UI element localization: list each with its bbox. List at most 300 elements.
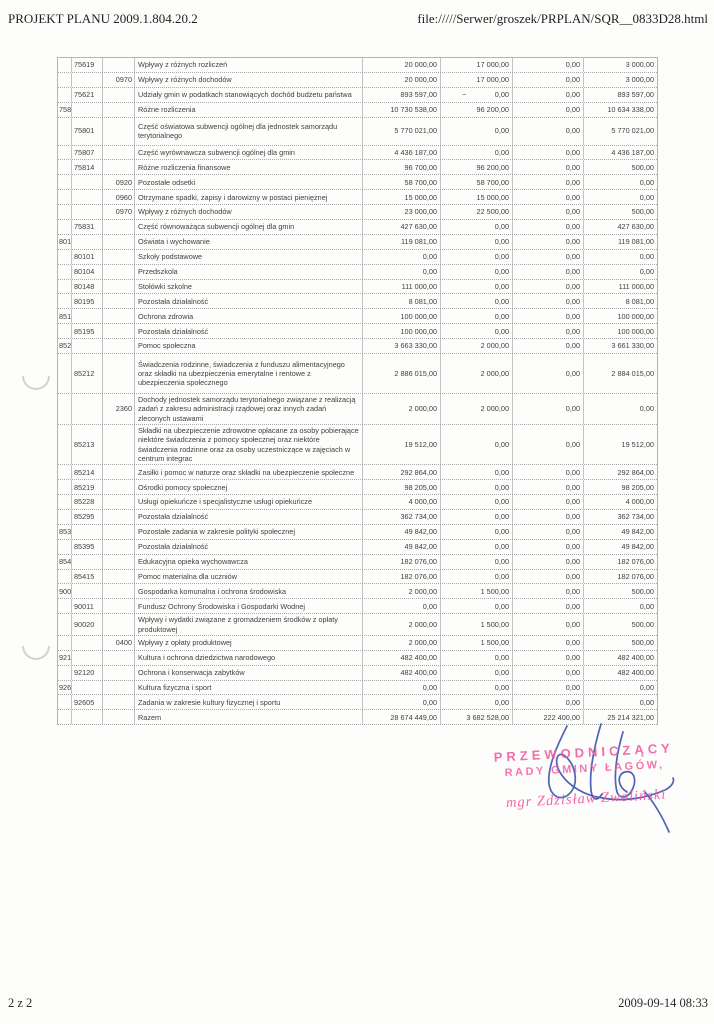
cell-dzial (58, 88, 72, 102)
cell-v2: 0,00 (441, 294, 513, 308)
cell-v2: 0,00 (441, 570, 513, 584)
cell-dzial: 926 (58, 681, 72, 695)
cell-v3: 0,00 (513, 190, 584, 204)
table-row (58, 190, 657, 205)
cell-rozdzial (72, 651, 103, 665)
cell-v2: 3 682 528,00 (441, 710, 513, 724)
cell-paragraf (103, 294, 135, 308)
cell-v2: 2 000,00 (441, 394, 513, 424)
cell-desc: Wpływy z opłaty produktowej (135, 636, 363, 650)
cell-desc: Wpływy z różnych dochodów (135, 73, 363, 87)
cell-v1: 4 000,00 (363, 495, 441, 509)
table-row (58, 570, 657, 585)
cell-dzial (58, 146, 72, 160)
cell-v2: 0,00 (441, 465, 513, 479)
table-row (58, 146, 657, 161)
cell-paragraf (103, 651, 135, 665)
cell-v4: 500,00 (631, 162, 654, 172)
cell-v3: 0,00 (513, 58, 584, 72)
cell-v2: 0,00 (441, 480, 513, 494)
cell-v4: 0,00 (639, 697, 654, 707)
cell-v4: 10 634 338,00 (607, 104, 654, 114)
cell-desc: Część oświatowa subwencji ogólnej dla jednostek samorządu terytorialnego (135, 118, 363, 145)
cell-desc: Ochrona i konserwacja zabytków (135, 666, 363, 680)
cell-dzial: 854 (58, 555, 72, 569)
cell-v4: 0,00 (639, 192, 654, 202)
cell-desc: Kultura i ochrona dziedzictwa narodowego (135, 651, 363, 665)
cell-v1: 96 700,00 (363, 160, 441, 174)
table-row (58, 220, 657, 235)
cell-v2: 22 500,00 (441, 205, 513, 219)
table-row (58, 280, 657, 295)
cell-desc: Otrzymane spadki, zapisy i darowizny w postaci pieniężnej (135, 190, 363, 204)
cell-rozdzial (72, 525, 103, 539)
cell-desc: Pozostałe zadania w zakresie polityki społecznej (135, 525, 363, 539)
cell-rozdzial (72, 584, 103, 598)
cell-v2: 17 000,00 (441, 58, 513, 72)
cell-v3: 0,00 (513, 160, 584, 174)
cell-paragraf (103, 710, 135, 724)
cell-v3: 0,00 (513, 651, 584, 665)
cell-paragraf (103, 103, 135, 117)
table-row (58, 666, 657, 681)
cell-v1: 58 700,00 (363, 175, 441, 189)
cell-rozdzial: 85213 (72, 425, 103, 464)
cell-dzial: 900 (58, 584, 72, 598)
cell-desc: Razem (135, 710, 363, 724)
cell-desc: Świadczenia rodzinne, świadczenia z funduszu alimentacyjnego oraz składki na ubezpieczenia emerytalne i rentowe z ubezpieczenia społecznego (135, 354, 363, 393)
cell-v2: 0,00 (441, 118, 513, 145)
cell-v4: 100 000,00 (617, 326, 654, 336)
cell-dzial: 801 (58, 235, 72, 249)
cell-v4: 292 864,00 (617, 467, 654, 477)
cell-dzial (58, 495, 72, 509)
cell-desc: Zasiłki i pomoc w naturze oraz składki na ubezpieczenie społeczne (135, 465, 363, 479)
cell-v4: 4 436 187,00 (611, 147, 654, 157)
cell-dzial: 851 (58, 309, 72, 323)
cell-dzial (58, 205, 72, 219)
cell-rozdzial (72, 205, 103, 219)
cell-rozdzial (72, 555, 103, 569)
table-row (58, 205, 657, 220)
cell-v3: 0,00 (513, 540, 584, 554)
cell-dzial (58, 510, 72, 524)
cell-rozdzial: 75807 (72, 146, 103, 160)
punch-hole-artifact (22, 646, 50, 660)
cell-v1: 292 864,00 (363, 465, 441, 479)
table-row (58, 88, 657, 103)
cell-paragraf (103, 354, 135, 393)
cell-paragraf (103, 510, 135, 524)
cell-desc: Część równoważąca subwencji ogólnej dla gmin (135, 220, 363, 234)
cell-v4: 500,00 (631, 638, 654, 648)
cell-v2: 1 500,00 (441, 614, 513, 635)
cell-v1: 98 205,00 (363, 480, 441, 494)
cell-v3: 0,00 (513, 146, 584, 160)
cell-dzial (58, 465, 72, 479)
cell-v1: 182 076,00 (363, 570, 441, 584)
cell-desc: Usługi opiekuńcze i specjalistyczne usługi opiekuńcze (135, 495, 363, 509)
cell-desc: Pozostała działalność (135, 324, 363, 338)
cell-rozdzial: 75814 (72, 160, 103, 174)
cell-v1: 23 000,00 (363, 205, 441, 219)
cell-paragraf: 0970 (103, 205, 135, 219)
cell-rozdzial: 85395 (72, 540, 103, 554)
cell-v1: 182 076,00 (363, 555, 441, 569)
cell-rozdzial: 75619 (72, 58, 103, 72)
cell-dzial (58, 354, 72, 393)
cell-dzial (58, 58, 72, 72)
cell-paragraf (103, 160, 135, 174)
cell-v1: 0,00 (363, 250, 441, 264)
table-row (58, 695, 657, 710)
table-row (58, 525, 657, 540)
cell-v1: 49 842,00 (363, 540, 441, 554)
cell-v4: 0,00 (639, 682, 654, 692)
cell-rozdzial (72, 710, 103, 724)
cell-v3: 0,00 (513, 495, 584, 509)
cell-dzial (58, 614, 72, 635)
cell-v2: 0,00 (441, 280, 513, 294)
cell-rozdzial: 85212 (72, 354, 103, 393)
cell-v3: 0,00 (513, 73, 584, 87)
table-row (58, 354, 657, 394)
cell-rozdzial: 92120 (72, 666, 103, 680)
table-row (58, 118, 657, 146)
cell-v4: 362 734,00 (617, 512, 654, 522)
cell-v4: 0,00 (639, 252, 654, 262)
cell-paragraf (103, 88, 135, 102)
cell-paragraf (103, 666, 135, 680)
cell-paragraf: 0970 (103, 73, 135, 87)
cell-paragraf (103, 480, 135, 494)
cell-desc: Ośrodki pomocy społecznej (135, 480, 363, 494)
table-row (58, 103, 657, 118)
cell-paragraf: 0400 (103, 636, 135, 650)
cell-v2: 0,00 (441, 555, 513, 569)
cell-rozdzial (72, 394, 103, 424)
cell-v4: 893 597,00 (617, 90, 654, 100)
table-row (58, 160, 657, 175)
cell-v2: ~ 0,00 (441, 88, 513, 102)
cell-v3: 0,00 (513, 599, 584, 613)
cell-desc: Wpływy z różnych rozliczeń (135, 58, 363, 72)
cell-desc: Pozostała działalność (135, 540, 363, 554)
cell-desc: Pozostałe odsetki (135, 175, 363, 189)
cell-v1: 893 597,00 (363, 88, 441, 102)
cell-v3: 0,00 (513, 339, 584, 353)
cell-dzial (58, 250, 72, 264)
cell-v3: 0,00 (513, 220, 584, 234)
cell-v3: 0,00 (513, 354, 584, 393)
cell-v1: 0,00 (363, 681, 441, 695)
cell-v1: 2 000,00 (363, 394, 441, 424)
table-row (58, 584, 657, 599)
cell-v4: 3 000,00 (625, 75, 654, 85)
cell-v4: 5 770 021,00 (611, 126, 654, 136)
cell-paragraf (103, 324, 135, 338)
cell-dzial (58, 695, 72, 709)
cell-v4: 25 214 321,00 (607, 712, 654, 722)
cell-v3: 0,00 (513, 555, 584, 569)
cell-paragraf: 0920 (103, 175, 135, 189)
table-row (58, 480, 657, 495)
cell-v4: 500,00 (631, 619, 654, 629)
cell-v1: 5 770 021,00 (363, 118, 441, 145)
cell-dzial (58, 265, 72, 279)
cell-paragraf (103, 540, 135, 554)
print-header (8, 11, 708, 27)
cell-rozdzial (72, 636, 103, 650)
cell-v4: 111 000,00 (618, 281, 654, 291)
cell-v1: 2 000,00 (363, 636, 441, 650)
cell-paragraf (103, 584, 135, 598)
cell-paragraf (103, 599, 135, 613)
table-row (58, 265, 657, 280)
cell-dzial (58, 190, 72, 204)
cell-paragraf (103, 146, 135, 160)
cell-desc: Ochrona zdrowia (135, 309, 363, 323)
cell-dzial: 853 (58, 525, 72, 539)
table-row (58, 339, 657, 354)
document-title: PROJEKT PLANU 2009.1.804.20.2 (8, 11, 198, 26)
cell-rozdzial: 75831 (72, 220, 103, 234)
cell-v1: 427 630,00 (363, 220, 441, 234)
cell-rozdzial (72, 190, 103, 204)
table-row (58, 614, 657, 636)
table-row (58, 636, 657, 651)
cell-v2: 1 500,00 (441, 636, 513, 650)
cell-paragraf (103, 235, 135, 249)
table-row (58, 540, 657, 555)
cell-desc: Składki na ubezpieczenie zdrowotne opłacane za osoby pobierające niektóre świadczenia z pomocy społecznej oraz niektóre świadczenia rodzinne oraz za osoby uczestniczące w zajęciach w centrum integrac (135, 425, 363, 464)
cell-dzial (58, 570, 72, 584)
cell-v3: 0,00 (513, 636, 584, 650)
cell-dzial (58, 118, 72, 145)
cell-desc: Gospodarka komunalna i ochrona środowiska (135, 584, 363, 598)
cell-v3: 0,00 (513, 584, 584, 598)
cell-v2: 0,00 (441, 495, 513, 509)
cell-paragraf (103, 309, 135, 323)
cell-v1: 10 730 538,00 (363, 103, 441, 117)
cell-v1: 482 400,00 (363, 666, 441, 680)
cell-paragraf: 0960 (103, 190, 135, 204)
cell-paragraf (103, 465, 135, 479)
cell-paragraf (103, 265, 135, 279)
cell-v4: 182 076,00 (617, 571, 654, 581)
cell-rozdzial: 90011 (72, 599, 103, 613)
cell-v2: 0,00 (441, 309, 513, 323)
cell-v4: 500,00 (631, 586, 654, 596)
cell-dzial (58, 540, 72, 554)
cell-v4: 2 884 015,00 (611, 368, 654, 378)
cell-v1: 119 081,00 (363, 235, 441, 249)
cell-v4: 49 842,00 (621, 542, 654, 552)
cell-v2: 0,00 (441, 666, 513, 680)
cell-rozdzial (72, 73, 103, 87)
cell-rozdzial: 80195 (72, 294, 103, 308)
cell-v4: 0,00 (639, 266, 654, 276)
cell-desc: Wpływy z różnych dochodów (135, 205, 363, 219)
table-row (58, 425, 657, 465)
cell-rozdzial: 85228 (72, 495, 103, 509)
cell-rozdzial: 85295 (72, 510, 103, 524)
cell-rozdzial: 85415 (72, 570, 103, 584)
cell-desc: Stołówki szkolne (135, 280, 363, 294)
cell-v3: 0,00 (513, 88, 584, 102)
cell-dzial (58, 394, 72, 424)
cell-v1: 20 000,00 (363, 73, 441, 87)
cell-v1: 482 400,00 (363, 651, 441, 665)
cell-v2: 0,00 (441, 681, 513, 695)
cell-v4: 0,00 (639, 177, 654, 187)
cell-rozdzial: 85219 (72, 480, 103, 494)
table-row (58, 495, 657, 510)
cell-rozdzial: 80101 (72, 250, 103, 264)
cell-dzial: 852 (58, 339, 72, 353)
cell-v1: 4 436 187,00 (363, 146, 441, 160)
cell-paragraf: 2360 (103, 394, 135, 424)
cell-v4: 8 081,00 (625, 296, 654, 306)
cell-v1: 28 674 449,00 (363, 710, 441, 724)
cell-rozdzial (72, 309, 103, 323)
cell-dzial (58, 710, 72, 724)
cell-v2: 0,00 (441, 146, 513, 160)
cell-rozdzial: 90020 (72, 614, 103, 635)
cell-v2: 0,00 (441, 695, 513, 709)
cell-v1: 15 000,00 (363, 190, 441, 204)
cell-rozdzial: 85214 (72, 465, 103, 479)
cell-dzial (58, 425, 72, 464)
cell-v2: 58 700,00 (441, 175, 513, 189)
cell-desc: Różne rozliczenia (135, 103, 363, 117)
cell-dzial (58, 666, 72, 680)
cell-v2: 96 200,00 (441, 103, 513, 117)
cell-v3: 0,00 (513, 394, 584, 424)
cell-paragraf (103, 695, 135, 709)
cell-v4: 0,00 (639, 601, 654, 611)
cell-v4: 182 076,00 (617, 556, 654, 566)
cell-v1: 2 886 015,00 (363, 354, 441, 393)
cell-dzial (58, 636, 72, 650)
cell-v4: 98 205,00 (621, 482, 654, 492)
budget-table (57, 57, 658, 725)
cell-v3: 0,00 (513, 614, 584, 635)
cell-v3: 0,00 (513, 465, 584, 479)
cell-v2: 0,00 (441, 525, 513, 539)
official-stamp (478, 740, 691, 814)
cell-v2: 0,00 (441, 235, 513, 249)
cell-v2: 15 000,00 (441, 190, 513, 204)
cell-dzial (58, 175, 72, 189)
cell-paragraf (103, 614, 135, 635)
cell-desc: Edukacyjna opieka wychowawcza (135, 555, 363, 569)
cell-desc: Dochody jednostek samorządu terytorialnego związane z realizacją zadań z zakresu administracji rządowej oraz innych zadań zleconych ustawami (135, 394, 363, 424)
table-row (58, 294, 657, 309)
cell-rozdzial (72, 681, 103, 695)
document-file-path: file://///Serwer/groszek/PRPLAN/SQR__0833D28.html (417, 11, 708, 26)
cell-v1: 100 000,00 (363, 309, 441, 323)
cell-v2: 0,00 (441, 510, 513, 524)
cell-v1: 20 000,00 (363, 58, 441, 72)
cell-v2: 2 000,00 (441, 339, 513, 353)
cell-v4: 49 842,00 (621, 527, 654, 537)
cell-v2: 0,00 (441, 599, 513, 613)
cell-v3: 0,00 (513, 324, 584, 338)
cell-paragraf (103, 495, 135, 509)
page-indicator: 2 z 2 (8, 996, 33, 1010)
cell-dzial (58, 160, 72, 174)
cell-v2: 96 200,00 (441, 160, 513, 174)
cell-paragraf (103, 570, 135, 584)
cell-v4: 3 000,00 (625, 60, 654, 70)
stamp-signatory-name: mgr Zdzisław Zwoliński (505, 786, 667, 812)
cell-paragraf (103, 339, 135, 353)
cell-dzial (58, 280, 72, 294)
cell-v4: 19 512,00 (621, 440, 654, 449)
cell-v3: 0,00 (513, 695, 584, 709)
table-row (58, 681, 657, 696)
stamp-authority: RADY GMINY ŁAGÓW, (504, 758, 665, 780)
cell-v1: 362 734,00 (363, 510, 441, 524)
cell-dzial: 758 (58, 103, 72, 117)
cell-v3: 0,00 (513, 309, 584, 323)
cell-v4: 0,00 (639, 404, 654, 414)
cell-v3: 0,00 (513, 425, 584, 464)
cell-v1: 2 000,00 (363, 584, 441, 598)
table-row (58, 58, 657, 73)
cell-v1: 0,00 (363, 599, 441, 613)
cell-v3: 0,00 (513, 681, 584, 695)
cell-v3: 0,00 (513, 294, 584, 308)
cell-rozdzial: 75801 (72, 118, 103, 145)
cell-desc: Różne rozliczenia finansowe (135, 160, 363, 174)
cell-desc: Część wyrównawcza subwencji ogólnej dla gmin (135, 146, 363, 160)
cell-rozdzial: 80104 (72, 265, 103, 279)
print-footer (8, 996, 708, 1011)
table-row (58, 510, 657, 525)
cell-paragraf (103, 118, 135, 145)
cell-paragraf (103, 250, 135, 264)
cell-v4: 482 400,00 (617, 667, 654, 677)
cell-v1: 111 000,00 (363, 280, 441, 294)
cell-v1: 8 081,00 (363, 294, 441, 308)
cell-desc: Oświata i wychowanie (135, 235, 363, 249)
cell-v1: 19 512,00 (363, 425, 441, 464)
cell-desc: Udziały gmin w podatkach stanowiących dochód budżetu państwa (135, 88, 363, 102)
cell-rozdzial (72, 103, 103, 117)
cell-dzial (58, 599, 72, 613)
cell-paragraf (103, 425, 135, 464)
table-row (58, 599, 657, 614)
cell-rozdzial: 92605 (72, 695, 103, 709)
cell-rozdzial (72, 339, 103, 353)
cell-desc: Kultura fizyczna i sport (135, 681, 363, 695)
table-row (58, 465, 657, 480)
cell-dzial (58, 324, 72, 338)
cell-v2: 2 000,00 (441, 354, 513, 393)
cell-v2: 0,00 (441, 425, 513, 464)
table-row (58, 250, 657, 265)
cell-v3: 0,00 (513, 205, 584, 219)
cell-v3: 0,00 (513, 118, 584, 145)
cell-desc: Fundusz Ochrony Środowiska i Gospodarki Wodnej (135, 599, 363, 613)
cell-paragraf (103, 681, 135, 695)
cell-v2: 0,00 (441, 540, 513, 554)
cell-desc: Szkoły podstawowe (135, 250, 363, 264)
cell-v4: 500,00 (631, 207, 654, 217)
table-row (58, 555, 657, 570)
